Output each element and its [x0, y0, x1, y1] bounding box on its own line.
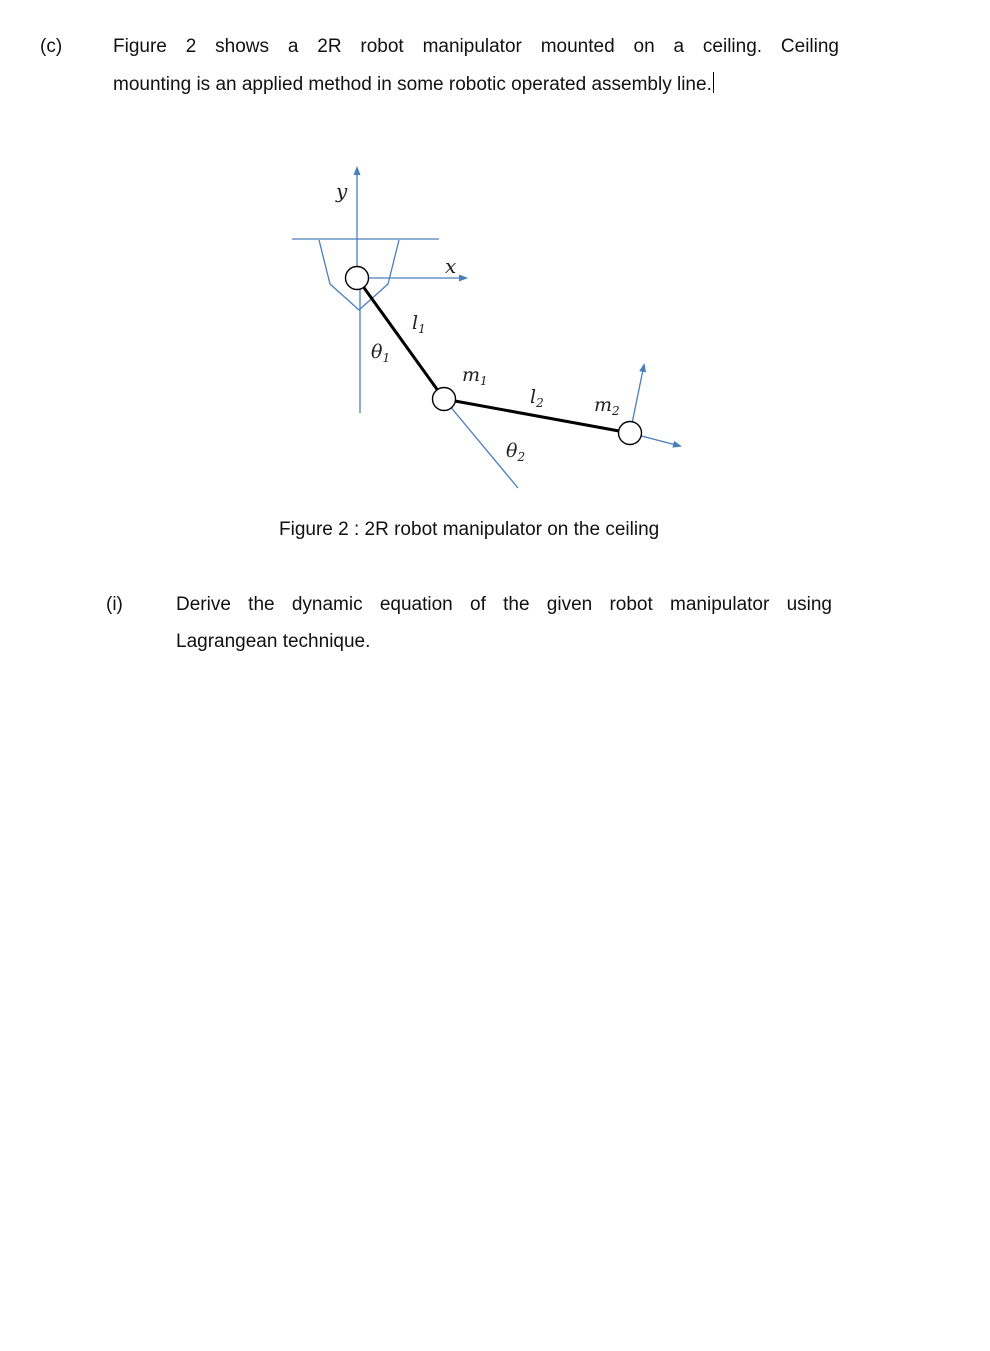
m1-label-text: m — [462, 364, 481, 386]
l2-label — [530, 386, 544, 410]
m1-label — [462, 364, 488, 388]
l2-label-subscript: 2 — [536, 396, 544, 410]
link-1 — [357, 278, 444, 399]
m2-label-text: m — [594, 394, 613, 416]
theta2-label-subscript: 2 — [517, 450, 526, 464]
l1-label-subscript: 1 — [418, 322, 426, 336]
l1-label-text: l — [412, 312, 419, 334]
part-i-label: (i) — [106, 594, 123, 615]
part-i-text-line1: Derive the dynamic equation of the given robot manipulator using — [176, 594, 832, 615]
end-effector-mass-m2 — [619, 422, 642, 445]
theta1-label-subscript: 1 — [382, 351, 391, 365]
part-i-text-line2: Lagrangean technique. — [176, 631, 371, 652]
theta1-label — [371, 341, 390, 365]
base-joint — [346, 267, 369, 290]
part-c-label: (c) — [40, 36, 63, 57]
text-cursor — [713, 72, 714, 93]
m2-label-subscript: 2 — [612, 404, 620, 418]
figure-caption: Figure 2 : 2R robot manipulator on the ceiling — [279, 519, 660, 540]
theta2-label-text: θ — [506, 440, 518, 462]
part-c-text-line2 — [113, 72, 714, 96]
joint-2-mass-m1 — [433, 388, 456, 411]
part-c-text-line2-content: mounting is an applied method in some robotic operated assembly line. — [113, 74, 712, 95]
x-axis-label: x — [445, 254, 457, 278]
robot-manipulator-figure — [280, 150, 720, 500]
m1-label-subscript: 1 — [480, 374, 488, 388]
l2-label-text: l — [530, 386, 537, 408]
theta1-label-text: θ — [371, 341, 383, 363]
l1-label — [412, 312, 426, 336]
m2-label — [594, 394, 620, 418]
y-axis-label: y — [336, 179, 348, 203]
part-c-text-line1: Figure 2 shows a 2R robot manipulator mounted on a ceiling. Ceiling — [113, 36, 839, 57]
theta2-label — [506, 440, 525, 464]
